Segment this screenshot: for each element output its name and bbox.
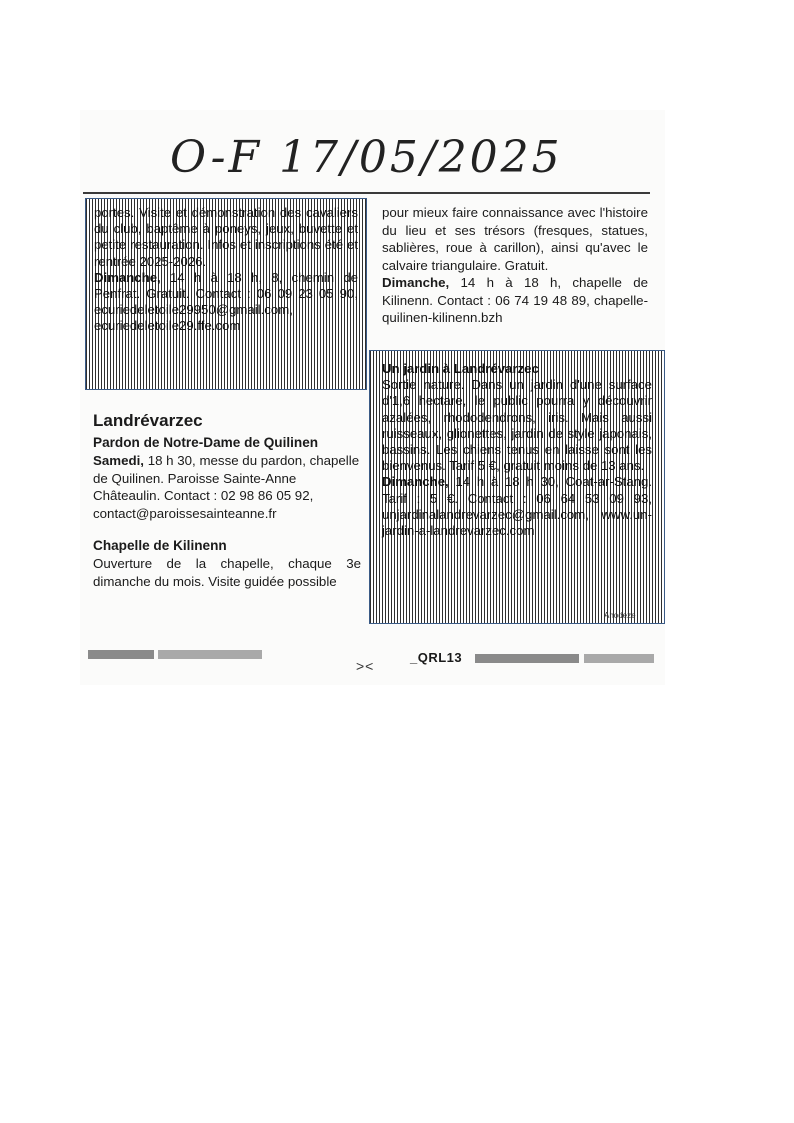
- right-top-article: [382, 204, 648, 327]
- handwritten-date-note: O-F 17/05/2025: [170, 132, 563, 183]
- left-top-article: [85, 198, 367, 390]
- footer-code: _QRL13: [410, 650, 463, 665]
- jardin-text1: Sortie nature. Dans un jardin d'une surface d'1,6 hectare, le public pourra y découvrir azalées, rhododendrons, iris. Mais aussi ruisseaux, glionettes, jardin de style japonais, bassins. Les chiens tenus en laisse sont les bienvenus. Tarif 5 €, gratuit moins de 13 ans.: [382, 377, 652, 474]
- footer-bar-1: [88, 650, 154, 659]
- right-top-day: Dimanche,: [382, 275, 450, 290]
- footer-bar-4: [584, 654, 654, 663]
- jardin-text2: 14 h à 18 h 30, Coat-ar-Stang. Tarif : 5 €. Contact : 06 64 53 09 93, unjardinalandrevarzec@gmail.com, www.un-jardin-a-landrevarzec.com: [382, 474, 652, 539]
- scissors-mark: ><: [356, 658, 375, 674]
- top-rule: [83, 192, 650, 194]
- pardon-text: [93, 452, 361, 522]
- footer-bar-2: [158, 650, 262, 659]
- jardin-day: Dimanche,: [382, 474, 449, 490]
- jardin-article: [369, 350, 665, 624]
- right-top-text1: pour mieux faire connaissance avec l'histoire du lieu et ses trésors (fresques, statues, sablières, roue à carillon), ainsi qu'avec le calvaire triangulaire. Gratuit.: [382, 205, 648, 273]
- left-top-text1: portes. Visite et démonstration des cavaliers du club, baptême à poneys, jeux, buvette et petite restauration. Infos et inscriptions été et rentrée 2025-2026.: [94, 205, 358, 269]
- author-credit: Ahodeze: [604, 611, 636, 620]
- left-top-article-text: [94, 205, 358, 335]
- pardon-day: Samedi,: [93, 453, 144, 468]
- kilinenn-text: Ouverture de la chapelle, chaque 3e dimanche du mois. Visite guidée possible: [93, 556, 361, 589]
- landrevarzec-section: [93, 410, 361, 590]
- right-top-text2: 14 h à 18 h, chapelle de Kilinenn. Contact : 06 74 19 48 89, chapelle-quilinen-kilinenn.bzh: [382, 275, 648, 325]
- left-top-text2: 14 h à 18 h, 8, chemin de Penfrat. Gratuit. Contact : 06 09 23 05 90, ecuriedeletoile29950@gmail.com, ecuriedeletoile29.ffe.com: [94, 269, 358, 334]
- pardon-body: 18 h 30, messe du pardon, chapelle de Quilinen. Paroisse Sainte-Anne Châteaulin. Contact : 02 98 86 05 92, contact@paroissesainteanne.fr: [93, 453, 360, 521]
- town-heading: Landrévarzec: [93, 411, 203, 430]
- jardin-article-text: [382, 361, 652, 539]
- pardon-heading: Pardon de Notre-Dame de Quilinen: [93, 435, 319, 450]
- kilinenn-heading: Chapelle de Kilinenn: [93, 538, 227, 553]
- jardin-heading: Un jardin à Landrévarzec: [382, 361, 539, 376]
- footer-bar-3: [475, 654, 579, 663]
- left-top-day: Dimanche,: [94, 269, 161, 285]
